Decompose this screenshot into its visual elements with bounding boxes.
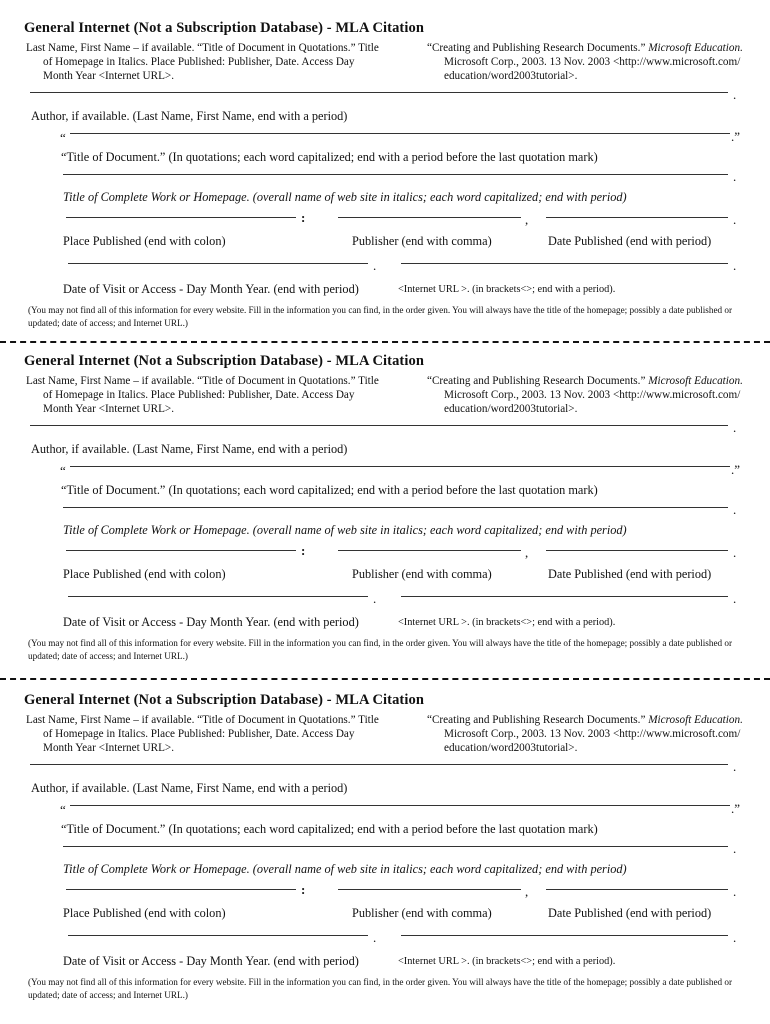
access-period: . <box>373 258 377 273</box>
document-title-label: “Title of Document.” (In quotations; each word capitalized; end with a period before the last quotation mark) <box>61 150 598 164</box>
example-line <box>427 41 757 55</box>
internet-url-label: <Internet URL >. (in brackets<>; end with a period). <box>398 284 616 295</box>
document-title-field[interactable] <box>70 466 730 467</box>
homepage-title-field[interactable] <box>63 507 728 508</box>
author-period: . <box>733 420 737 435</box>
place-colon: : <box>301 210 306 225</box>
place-colon: : <box>301 882 306 897</box>
document-title-field[interactable] <box>70 133 730 134</box>
example-line: education/word2003tutorial>. <box>444 70 578 82</box>
internet-url-label: <Internet URL >. (in brackets<>; end with a period). <box>398 956 616 967</box>
homepage-title-field[interactable] <box>63 846 728 847</box>
date-published-label: Date Published (end with period) <box>548 234 712 248</box>
access-date-field[interactable] <box>68 596 368 597</box>
author-label: Author, if available. (Last Name, First Name, end with a period) <box>31 781 348 795</box>
author-label: Author, if available. (Last Name, First Name, end with a period) <box>31 109 348 123</box>
date-period: . <box>733 884 737 899</box>
format-line: Last Name, First Name – if available. “Title of Document in Quotations.” Title <box>26 42 379 54</box>
format-line: of Homepage in Italics. Place Published: Publisher, Date. Access Day <box>43 56 355 68</box>
instruction-note: (You may not find all of this information for every website. Fill in the information you can find, in the order given. You will always have the title of the homepage; possibly a date published or updated; date of access; and Internet URL.) <box>28 638 733 661</box>
internet-url-field[interactable] <box>401 263 728 264</box>
access-date-label: Date of Visit or Access - Day Month Year. (end with period) <box>63 954 359 968</box>
homepage-title-label: Title of Complete Work or Homepage. (overall name of web site in italics; each word capitalized; end with period) <box>63 523 627 537</box>
citation-form <box>0 0 770 334</box>
form-title: General Internet (Not a Subscription Database) - MLA Citation <box>24 353 424 369</box>
publisher-comma: , <box>525 212 529 227</box>
open-quote: “ <box>60 463 66 478</box>
example-citation <box>427 713 757 755</box>
example-line <box>427 374 757 388</box>
example-text: “Creating and Publishing Research Documents.” <box>427 714 649 726</box>
internet-url-label: <Internet URL >. (in brackets<>; end with a period). <box>398 617 616 628</box>
place-published-field[interactable] <box>66 889 296 890</box>
document-title-label: “Title of Document.” (In quotations; each word capitalized; end with a period before the last quotation mark) <box>61 483 598 497</box>
date-published-field[interactable] <box>546 217 728 218</box>
form-title: General Internet (Not a Subscription Database) - MLA Citation <box>24 692 424 708</box>
homepage-period: . <box>733 169 737 184</box>
internet-url-field[interactable] <box>401 596 728 597</box>
internet-url-field[interactable] <box>401 935 728 936</box>
cut-line-separator <box>0 341 770 343</box>
publisher-label: Publisher (end with comma) <box>352 234 492 248</box>
author-field[interactable] <box>30 92 728 93</box>
access-period: . <box>373 591 377 606</box>
example-text: “Creating and Publishing Research Documents.” <box>427 42 649 54</box>
url-period: . <box>733 591 737 606</box>
instruction-note: (You may not find all of this information for every website. Fill in the information you can find, in the order given. You will always have the title of the homepage; possibly a date published or updated; date of access; and Internet URL.) <box>28 305 733 328</box>
example-citation <box>427 374 757 416</box>
homepage-title-label: Title of Complete Work or Homepage. (overall name of web site in italics; each word capitalized; end with period) <box>63 862 627 876</box>
example-text: “Creating and Publishing Research Documents.” <box>427 375 649 387</box>
date-period: . <box>733 545 737 560</box>
publisher-label: Publisher (end with comma) <box>352 906 492 920</box>
format-line: of Homepage in Italics. Place Published: Publisher, Date. Access Day <box>43 728 355 740</box>
place-published-field[interactable] <box>66 550 296 551</box>
example-line: Microsoft Corp., 2003. 13 Nov. 2003 <http://www.microsoft.com/ <box>444 389 741 401</box>
example-line: education/word2003tutorial>. <box>444 403 578 415</box>
publisher-comma: , <box>525 545 529 560</box>
publisher-field[interactable] <box>338 217 521 218</box>
author-period: . <box>733 759 737 774</box>
close-quote: .” <box>731 801 741 816</box>
citation-form <box>0 333 770 667</box>
access-date-label: Date of Visit or Access - Day Month Year. (end with period) <box>63 615 359 629</box>
open-quote: “ <box>60 802 66 817</box>
author-label: Author, if available. (Last Name, First Name, end with a period) <box>31 442 348 456</box>
example-line: Microsoft Corp., 2003. 13 Nov. 2003 <http://www.microsoft.com/ <box>444 728 741 740</box>
format-line: Last Name, First Name – if available. “Title of Document in Quotations.” Title <box>26 375 379 387</box>
access-date-field[interactable] <box>68 935 368 936</box>
cut-line-separator <box>0 678 770 680</box>
format-description <box>26 374 406 416</box>
place-published-label: Place Published (end with colon) <box>63 567 226 581</box>
author-period: . <box>733 87 737 102</box>
date-published-label: Date Published (end with period) <box>548 567 712 581</box>
citation-form <box>0 672 770 1006</box>
format-line: Month Year <Internet URL>. <box>43 742 175 754</box>
publisher-comma: , <box>525 884 529 899</box>
instruction-note: (You may not find all of this information for every website. Fill in the information you can find, in the order given. You will always have the title of the homepage; possibly a date published or updated; date of access; and Internet URL.) <box>28 977 733 1000</box>
date-published-label: Date Published (end with period) <box>548 906 712 920</box>
close-quote: .” <box>731 462 741 477</box>
format-line: Month Year <Internet URL>. <box>43 70 175 82</box>
access-period: . <box>373 930 377 945</box>
homepage-period: . <box>733 502 737 517</box>
format-description <box>26 713 406 755</box>
author-field[interactable] <box>30 764 728 765</box>
example-italic: Microsoft Education. <box>648 714 743 726</box>
example-line: education/word2003tutorial>. <box>444 742 578 754</box>
date-period: . <box>733 212 737 227</box>
homepage-title-label: Title of Complete Work or Homepage. (overall name of web site in italics; each word capitalized; end with period) <box>63 190 627 204</box>
format-line: Month Year <Internet URL>. <box>43 403 175 415</box>
access-date-field[interactable] <box>68 263 368 264</box>
author-field[interactable] <box>30 425 728 426</box>
place-published-label: Place Published (end with colon) <box>63 906 226 920</box>
date-published-field[interactable] <box>546 550 728 551</box>
close-quote: .” <box>731 129 741 144</box>
document-title-label: “Title of Document.” (In quotations; each word capitalized; end with a period before the last quotation mark) <box>61 822 598 836</box>
format-line: Last Name, First Name – if available. “Title of Document in Quotations.” Title <box>26 714 379 726</box>
access-date-label: Date of Visit or Access - Day Month Year. (end with period) <box>63 282 359 296</box>
homepage-title-field[interactable] <box>63 174 728 175</box>
example-italic: Microsoft Education. <box>648 42 743 54</box>
place-colon: : <box>301 543 306 558</box>
publisher-field[interactable] <box>338 550 521 551</box>
publisher-field[interactable] <box>338 889 521 890</box>
open-quote: “ <box>60 130 66 145</box>
publisher-label: Publisher (end with comma) <box>352 567 492 581</box>
date-published-field[interactable] <box>546 889 728 890</box>
homepage-period: . <box>733 841 737 856</box>
url-period: . <box>733 930 737 945</box>
example-line <box>427 713 757 727</box>
example-italic: Microsoft Education. <box>648 375 743 387</box>
format-description <box>26 41 406 83</box>
example-citation <box>427 41 757 83</box>
form-title: General Internet (Not a Subscription Database) - MLA Citation <box>24 20 424 36</box>
format-line: of Homepage in Italics. Place Published: Publisher, Date. Access Day <box>43 389 355 401</box>
place-published-field[interactable] <box>66 217 296 218</box>
example-line: Microsoft Corp., 2003. 13 Nov. 2003 <http://www.microsoft.com/ <box>444 56 741 68</box>
document-title-field[interactable] <box>70 805 730 806</box>
place-published-label: Place Published (end with colon) <box>63 234 226 248</box>
url-period: . <box>733 258 737 273</box>
